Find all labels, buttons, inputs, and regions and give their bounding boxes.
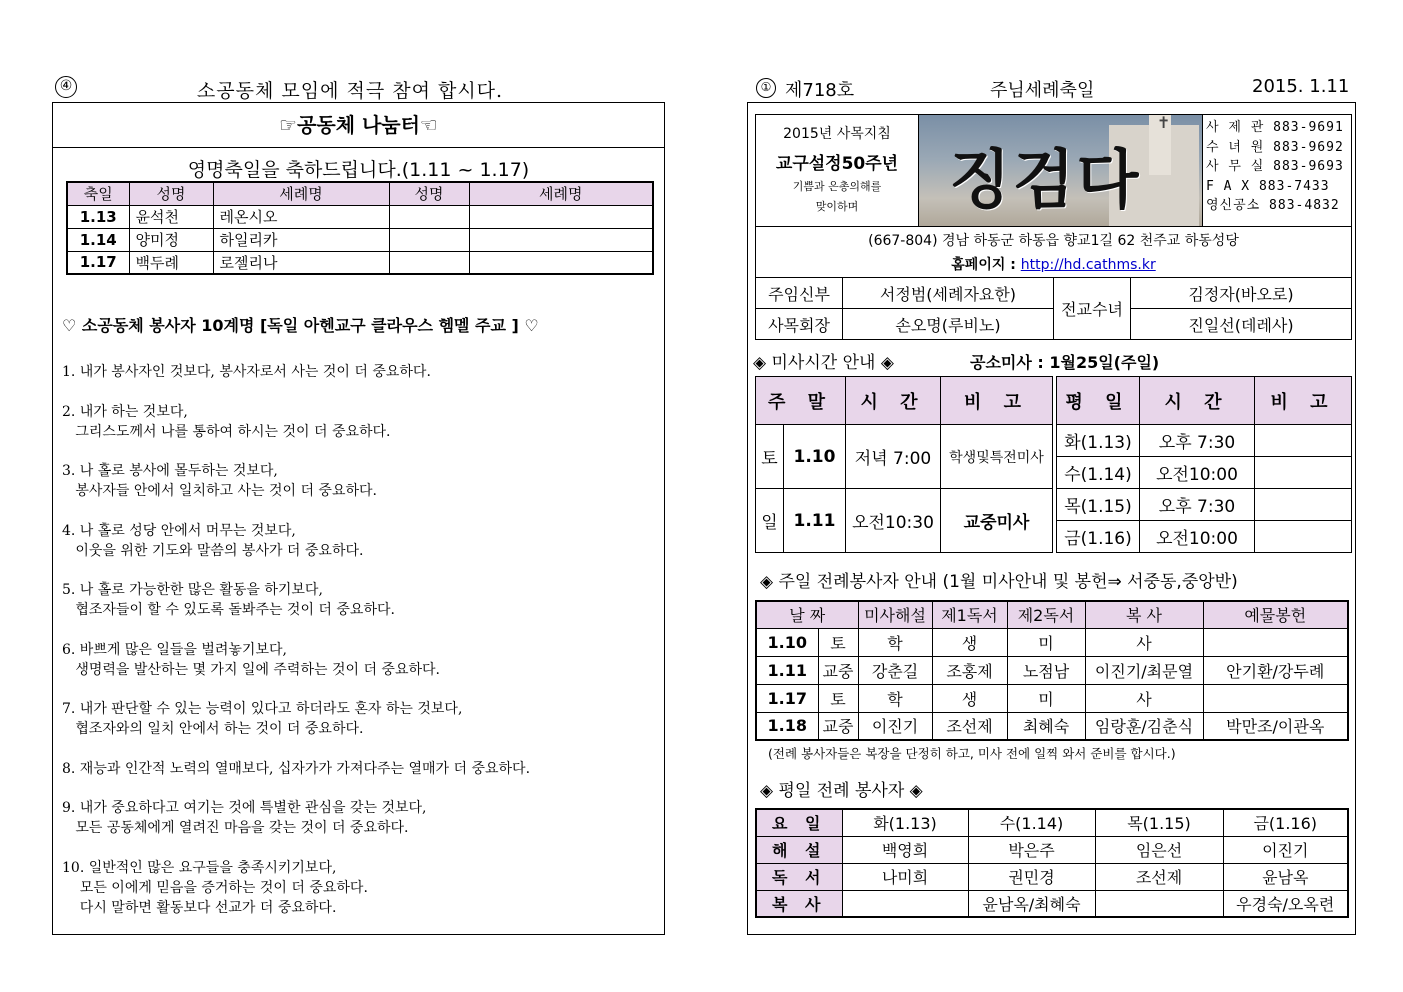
offertory: 안기환/강두례 [1203, 656, 1348, 684]
staff-label: 주임신부 [756, 278, 843, 309]
sunday-liturgy-table [755, 600, 1349, 741]
altar-server: 임랑훈/김춘식 [1085, 712, 1203, 740]
column-header: 요 일 [756, 809, 842, 836]
altar-server: 사 [1085, 684, 1203, 712]
staff-table [755, 277, 1352, 340]
table-row [67, 205, 653, 228]
mass-time: 오후 7:30 [1140, 425, 1255, 457]
commentator: 학 [858, 684, 932, 712]
list-item: 9. 내가 중요하다고 여기는 것에 특별한 관심을 갖는 것보다, 모든 공동체에게 열려진 마음을 갖는 것이 더 중요하다. [62, 800, 427, 836]
weekend-day: 일 [756, 489, 784, 553]
person-name [389, 205, 469, 228]
role-label: 독 서 [756, 863, 842, 890]
list-item: 4. 나 홀로 성당 안에서 머무는 것보다, 이웃을 위한 기도와 말씀의 봉사가 더 중요하다. [62, 522, 364, 559]
list-item: 10. 일반적인 많은 요구들을 충족시키기보다, 모든 이에게 믿음을 증거하는 것이 더 중요하다. 다시 말하면 활동보다 선교가 더 중요하다. [62, 859, 368, 916]
contact-item: 영신공소 883-4832 [1206, 198, 1340, 213]
mass-note: 학생및특전미사 [941, 425, 1053, 489]
feast-date: 1.14 [67, 228, 129, 251]
volunteer: 백영희 [842, 836, 968, 863]
column-header: 예물봉헌 [1203, 601, 1348, 628]
contact-list [1206, 118, 1350, 216]
table-row [756, 684, 1348, 712]
role-label: 해 설 [756, 836, 842, 863]
feast-table [66, 181, 654, 275]
column-header: 시 간 [846, 377, 941, 425]
person-name: 양미정 [129, 228, 213, 251]
motto-year: 2015년 사목지침 [783, 126, 891, 142]
column-header: 세례명 [469, 182, 653, 205]
person-name: 윤석천 [129, 205, 213, 228]
list-item: 1. 내가 봉사자인 것보다, 봉사자로서 사는 것이 더 중요하다. [62, 364, 431, 380]
homepage-label: 홈페이지 : [951, 257, 1021, 273]
mass-time-title: ◈ 미사시간 안내 ◈ [753, 353, 894, 373]
list-item: 7. 내가 판단할 수 있는 능력이 있다고 하더라도 혼자 하는 것보다, 협조자와의 일치 안에서 하는 것이 더 중요하다. [62, 701, 463, 737]
contact-item: 수 녀 원 883-9692 [1206, 139, 1344, 155]
baptismal-name: 로젤리나 [213, 251, 389, 274]
servant-list [62, 362, 652, 937]
list-item: 8. 재능과 인간적 노력의 열매보다, 십자가가 가져다주는 열매가 더 중요하다. [62, 760, 531, 777]
table-header-row [67, 182, 653, 205]
volunteer: 나미희 [842, 863, 968, 890]
staff-name: 진일선(데레사) [1131, 309, 1352, 340]
table-row [756, 836, 1348, 863]
feast-date: 1.17 [67, 251, 129, 274]
volunteer [1095, 890, 1223, 917]
column-header: 제1독서 [932, 601, 1007, 628]
column-header: 주 말 [756, 377, 846, 425]
column-header: 축일 [67, 182, 129, 205]
column-header: 성명 [389, 182, 469, 205]
mass-time: 오전10:00 [1140, 521, 1255, 553]
first-reader: 조선제 [932, 712, 1007, 740]
mission-mass-note: 공소미사 : 1월25일(주일) [970, 353, 1160, 372]
offertory: 박만조/이관옥 [1203, 712, 1348, 740]
role-label: 복 사 [756, 890, 842, 917]
weekday-day: 목(1.15) [1057, 489, 1140, 521]
altar-server: 이진기/최문열 [1085, 656, 1203, 684]
column-header: 제2독서 [1007, 601, 1085, 628]
contact-item: 사 제 관 883-9691 [1206, 120, 1344, 135]
list-item: 6. 바쁘게 많은 일들을 벌려놓기보다, 생명력을 발산하는 몇 가지 일에 주력하는 것이 더 중요하다. [62, 641, 440, 678]
table-row [756, 890, 1348, 917]
column-header: 화(1.13) [842, 809, 968, 836]
mass-time: 오전10:30 [846, 489, 941, 553]
mass-note [1255, 457, 1352, 489]
mass-time: 오후 7:30 [1140, 489, 1255, 521]
list-item: 3. 나 홀로 봉사에 몰두하는 것보다, 봉사자들 안에서 일치하고 사는 것이 더 중요하다. [62, 463, 377, 499]
contact-item: 사 무 실 883-9693 [1206, 159, 1344, 174]
table-row [756, 628, 1348, 656]
table-row [756, 863, 1348, 890]
feast-name: 주님세례축일 [990, 80, 1095, 101]
page-number: ① [756, 78, 776, 98]
commentator: 강춘길 [858, 656, 932, 684]
baptismal-name [469, 205, 653, 228]
volunteer: 박은주 [968, 836, 1095, 863]
offertory [1203, 684, 1348, 712]
column-header: 미사해설 [858, 601, 932, 628]
first-reader: 조홍제 [932, 656, 1007, 684]
mass-note [1255, 521, 1352, 553]
pastoral-motto [756, 115, 919, 226]
table-row [67, 228, 653, 251]
servant-title: ♡ 소공동체 봉사자 10계명 [독일 아헨교구 클라우스 헴멜 주교 ] ♡ [62, 316, 539, 335]
column-header: 세례명 [213, 182, 389, 205]
staff-label: 사목회장 [756, 309, 843, 340]
table-row [756, 278, 1352, 309]
weekday-liturgy-title: ◈ 평일 전례 봉사자 ◈ [760, 781, 923, 801]
volunteer: 우경숙/오옥련 [1223, 890, 1348, 917]
feast-date: 1.13 [67, 205, 129, 228]
column-header: 날 짜 [756, 601, 858, 628]
mass-time: 저녁 7:00 [846, 425, 941, 489]
weekend-day: 토 [756, 425, 784, 489]
mass-type: 토 [818, 628, 858, 656]
volunteer: 권민경 [968, 863, 1095, 890]
table-row [67, 251, 653, 274]
homepage-link[interactable]: http://hd.cathms.kr [1020, 257, 1156, 273]
mass-type: 교중 [818, 656, 858, 684]
table-row [756, 712, 1348, 740]
column-header: 금(1.16) [1223, 809, 1348, 836]
weekend-date: 1.11 [784, 489, 846, 553]
table-header-row [756, 377, 1352, 425]
column-header: 수(1.14) [968, 809, 1095, 836]
column-header: 비 고 [1255, 377, 1352, 425]
column-header: 성명 [129, 182, 213, 205]
baptismal-name: 레온시오 [213, 205, 389, 228]
second-reader: 미 [1007, 628, 1085, 656]
newsletter-banner [919, 115, 1203, 226]
liturgy-date: 1.10 [756, 628, 818, 656]
column-header: 시 간 [1140, 377, 1255, 425]
liturgy-note: (전례 봉사자들은 복장을 단정히 하고, 미사 전에 일찍 와서 준비를 합시다.) [768, 746, 1176, 761]
staff-name: 김정자(바오로) [1131, 278, 1352, 309]
issue-date: 2015. 1.11 [1252, 76, 1350, 97]
liturgy-section-title: ◈ 주일 전례봉사자 안내 (1월 미사안내 및 봉헌⇒ 서중동,중앙반) [760, 572, 1238, 592]
page-number: ④ [55, 76, 77, 98]
volunteer: 조선제 [1095, 863, 1223, 890]
staff-name: 서정범(세례자요한) [843, 278, 1054, 309]
mass-time-table [755, 376, 1352, 553]
volunteer: 임은선 [1095, 836, 1223, 863]
person-name [389, 228, 469, 251]
volunteer: 이진기 [1223, 836, 1348, 863]
staff-label: 전교수녀 [1054, 278, 1131, 340]
weekend-date: 1.10 [784, 425, 846, 489]
mass-time: 오전10:00 [1140, 457, 1255, 489]
newsletter-name: 징검다 [949, 143, 1141, 218]
commentator: 이진기 [858, 712, 932, 740]
list-item: 5. 나 홀로 가능한한 많은 활동을 하기보다, 협조자들이 할 수 있도록 돌봐주는 것이 더 중요하다. [62, 582, 395, 618]
mass-type: 토 [818, 684, 858, 712]
issue-number: 제718호 [785, 80, 855, 101]
liturgy-date: 1.18 [756, 712, 818, 740]
section-title: ☞공동체 나눔터☜ [52, 102, 665, 148]
column-header: 복 사 [1085, 601, 1203, 628]
liturgy-date: 1.17 [756, 684, 818, 712]
person-name: 백두례 [129, 251, 213, 274]
mass-note [1255, 489, 1352, 521]
first-reader: 생 [932, 684, 1007, 712]
second-reader: 미 [1007, 684, 1085, 712]
column-header: 목(1.15) [1095, 809, 1223, 836]
table-row [756, 425, 1352, 457]
column-header: 평 일 [1057, 377, 1140, 425]
offertory [1203, 628, 1348, 656]
motto-sub: 기쁨과 은총의해를 [792, 180, 882, 193]
feast-title: 영명축일을 축하드립니다.(1.11 ~ 1.17) [187, 159, 530, 181]
weekday-day: 수(1.14) [1057, 457, 1140, 489]
table-header-row [756, 601, 1348, 628]
person-name [389, 251, 469, 274]
list-item: 2. 내가 하는 것보다, 그리스도께서 나를 통하여 하시는 것이 더 중요하다. [62, 403, 391, 440]
baptismal-name [469, 228, 653, 251]
page-header: 소공동체 모임에 적극 참여 합시다. [196, 80, 504, 102]
volunteer [842, 890, 968, 917]
altar-server: 사 [1085, 628, 1203, 656]
address-block [755, 226, 1352, 278]
second-reader: 노점남 [1007, 656, 1085, 684]
second-reader: 최혜숙 [1007, 712, 1085, 740]
column-header: 비 고 [941, 377, 1053, 425]
motto-sub: 맞이하며 [815, 200, 859, 213]
baptismal-name [469, 251, 653, 274]
liturgy-date: 1.11 [756, 656, 818, 684]
mass-note: 교중미사 [941, 489, 1053, 553]
cross-icon: ✝ [1157, 115, 1171, 132]
weekday-liturgy-table [755, 808, 1349, 918]
weekday-day: 화(1.13) [1057, 425, 1140, 457]
table-row [756, 656, 1348, 684]
volunteer: 윤남옥/최혜숙 [968, 890, 1095, 917]
first-reader: 생 [932, 628, 1007, 656]
mass-type: 교중 [818, 712, 858, 740]
address: (667-804) 경남 하동군 하동읍 향교1길 62 천주교 하동성당 [868, 233, 1239, 249]
mass-note [1255, 425, 1352, 457]
contact-item: F A X 883-7433 [1206, 178, 1330, 194]
commentator: 학 [858, 628, 932, 656]
volunteer: 윤남옥 [1223, 863, 1348, 890]
table-header-row [756, 809, 1348, 836]
weekday-day: 금(1.16) [1057, 521, 1140, 553]
staff-name: 손오명(루비노) [843, 309, 1054, 340]
motto-text: 교구설정50주년 [775, 154, 899, 174]
baptismal-name: 하일리카 [213, 228, 389, 251]
